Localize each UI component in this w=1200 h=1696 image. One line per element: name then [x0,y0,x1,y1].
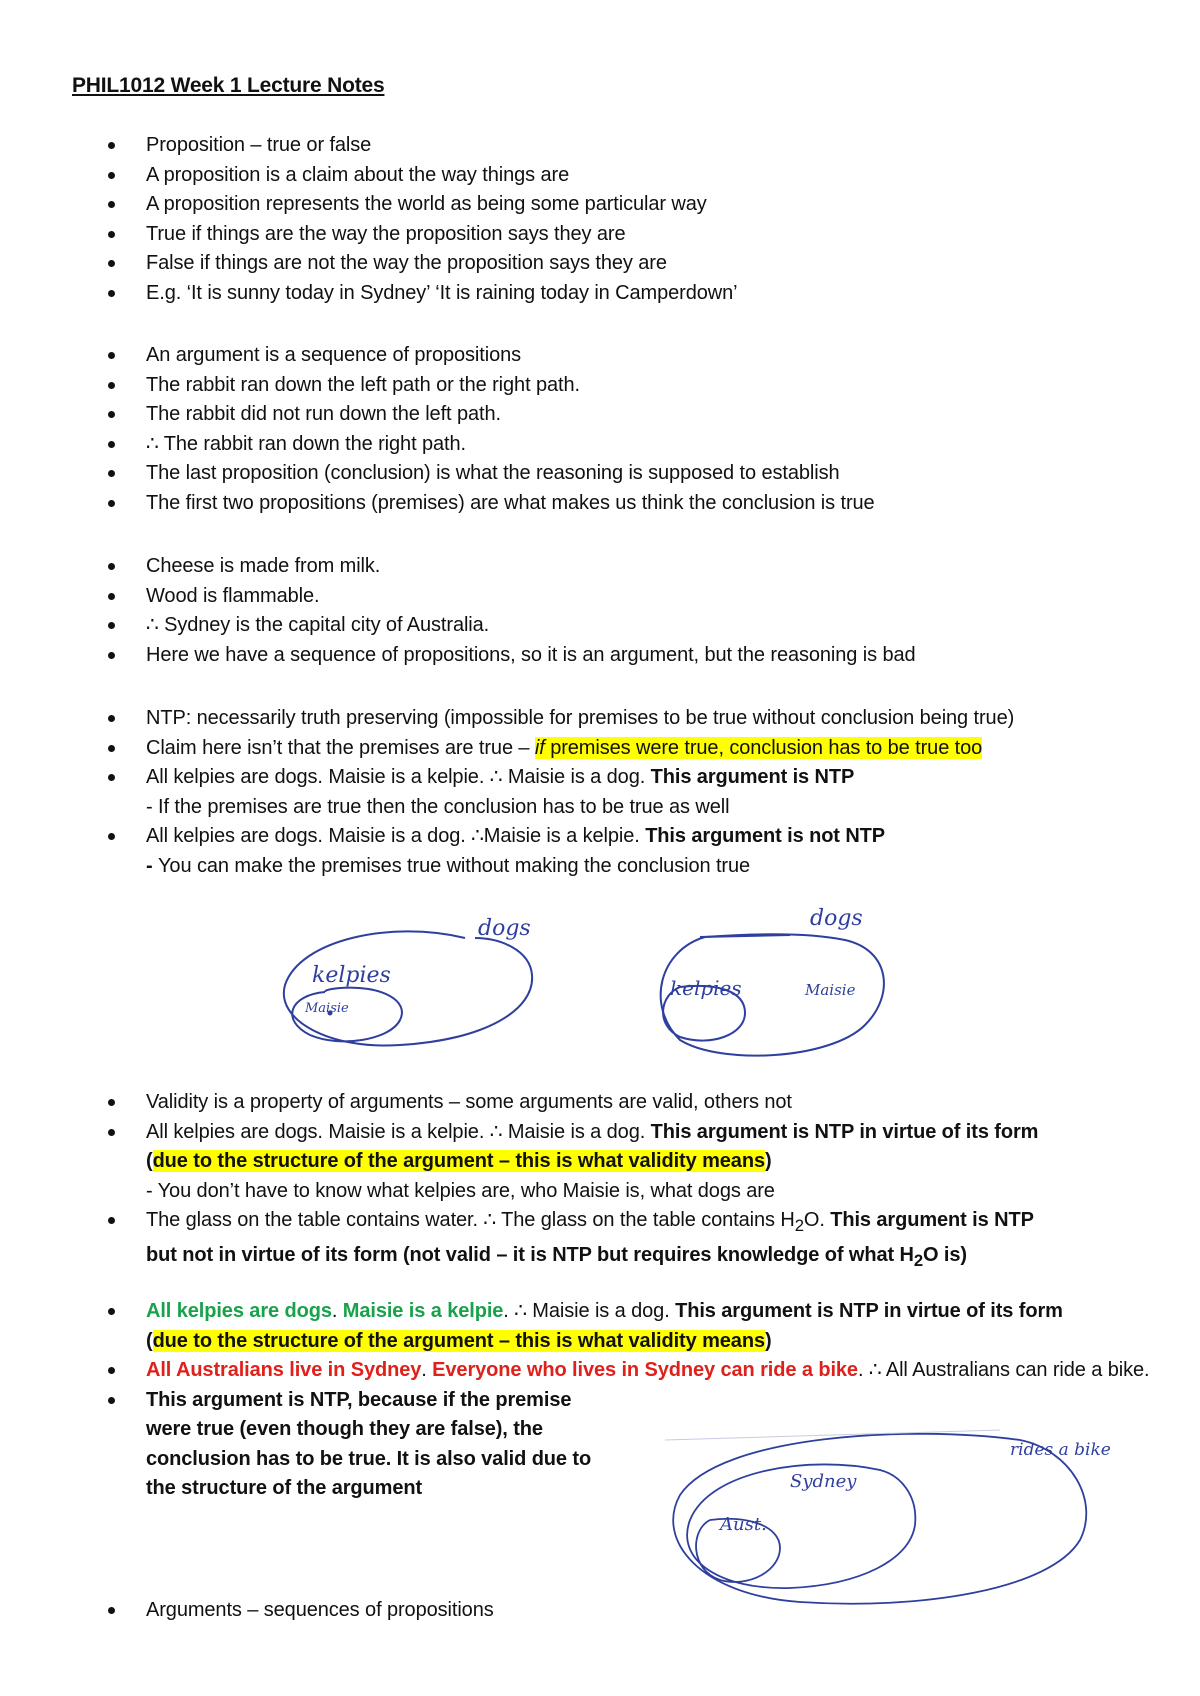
list-item: The glass on the table contains water. ∴ The glass on the table contains $H_2O$. This argument is NTP but not in virtue of its form (not valid – it is NTP but requires knowledge of what $H_2O$ is) [72,1206,1038,1275]
list-item: Validity is a property of arguments – some arguments are valid, others not [72,1088,1038,1118]
list-item: The last proposition (conclusion) is what the reasoning is supposed to establish [72,459,875,489]
inner-label: kelpies [670,976,742,1000]
list-item: The rabbit ran down the left path or the right path. [72,371,875,401]
bullet-list-validity [72,1088,1038,1275]
list-item: All kelpies are dogs. Maisie is a kelpie. ∴ Maisie is a dog. This argument is NTP - If the premises are true then the conclusion has to be true as well [72,763,1014,822]
venn-diagram-not-ntp [640,895,900,1065]
list-item: Claim here isn’t that the premises are true – if premises were true, conclusion has to be true too [72,734,1014,764]
list-item: ∴ The rabbit ran down the right path. [72,430,875,460]
list-item: The rabbit did not run down the left path. [72,400,875,430]
list-item: NTP: necessarily truth preserving (impossible for premises to be true without conclusion being true) [72,704,1014,734]
venn-diagram-sydney [660,1420,1111,1620]
inner-label: Aust. [720,1514,767,1535]
list-item: The first two propositions (premises) are what makes us think the conclusion is true [72,489,875,519]
bullet-list-ntp [72,704,1014,881]
list-item: This argument is NTP, because if the premise were true (even though they are false), the conclusion has to be true. It is also valid due to the structure of the argument [72,1386,616,1504]
list-item: All kelpies are dogs. Maisie is a kelpie. ∴ Maisie is a dog. This argument is NTP in virtue of its form (due to the structure of the argument – this is what validity means) [72,1297,1186,1356]
list-item: An argument is a sequence of propositions [72,341,875,371]
bullet-list-final [72,1596,494,1626]
list-item: All kelpies are dogs. Maisie is a dog. ∴Maisie is a kelpie. This argument is not NTP - You can make the premises true without making the conclusion true [72,822,1014,881]
list-item: ∴ Sydney is the capital city of Australia. [72,611,916,641]
list-item: Cheese is made from milk. [72,552,916,582]
outer-ellipse [284,931,532,1045]
list-item: False if things are not the way the proposition says they are [72,249,737,279]
list-item: All Australians live in Sydney. Everyone who lives in Sydney can ride a bike. ∴ All Australians can ride a bike. [72,1356,1186,1386]
inner-label: kelpies [312,963,391,988]
list-item: A proposition is a claim about the way things are [72,161,737,191]
outer-label: dogs [810,906,863,931]
list-item: A proposition represents the world as being some particular way [72,190,737,220]
list-item: All kelpies are dogs. Maisie is a kelpie. ∴ Maisie is a dog. This argument is NTP in virtue of its form (due to the structure of the argument – this is what validity means) - You don’t have to know what kelpies are, who Maisie is, what dogs are [72,1118,1038,1207]
point-label: Maisie [305,1001,349,1016]
bullet-list-bad-reasoning [72,552,916,670]
list-item: Wood is flammable. [72,582,916,612]
list-item: E.g. ‘It is sunny today in Sydney’ ‘It is raining today in Camperdown’ [72,279,737,309]
highlight: if premises were true, conclusion has to be true too [534,736,983,759]
list-item: Arguments – sequences of propositions [72,1596,494,1626]
list-item: Here we have a sequence of propositions, so it is an argument, but the reasoning is bad [72,641,916,671]
page-title: PHIL1012 Week 1 Lecture Notes [72,74,385,97]
list-item: Proposition – true or false [72,131,737,161]
point-label: Maisie [805,981,856,999]
outer-label: dogs [478,916,531,941]
outer-label: rides a bike [1010,1440,1111,1460]
list-item: True if things are the way the proposition says they are [72,220,737,250]
bullet-list-propositions [72,131,737,308]
bullet-list-arguments [72,341,875,518]
middle-label: Sydney [790,1471,857,1492]
venn-diagram-ntp [270,900,550,1060]
